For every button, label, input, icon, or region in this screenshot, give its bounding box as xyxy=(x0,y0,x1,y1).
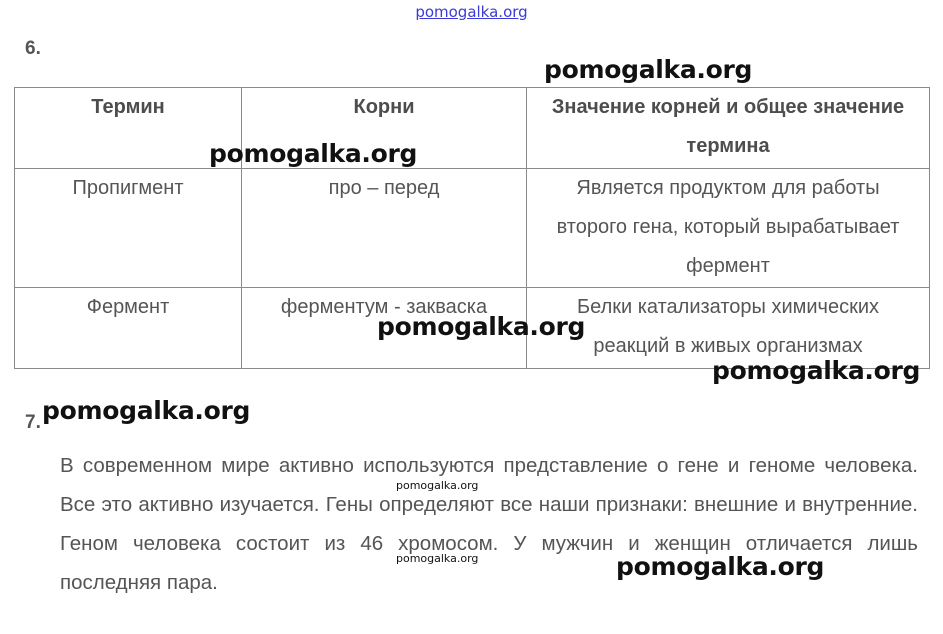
table-row xyxy=(15,169,930,288)
watermark: pomogalka.org xyxy=(377,312,586,341)
watermark: pomogalka.org xyxy=(42,396,251,425)
watermark-small: pomogalka.org xyxy=(396,552,479,565)
column-header-meaning: Значение корней и общее значение термина xyxy=(527,88,930,169)
task-7-paragraph: В современном мире активно используются представление о гене и геноме человека. Все это активно изучается. Гены определяют все наши признаки: внешние и внутренние. Геном человека состоит из 46 хромосом. У мужчин и женщин отличается лишь последняя пара. xyxy=(60,454,918,594)
watermark: pomogalka.org xyxy=(712,356,921,385)
table-cell-meaning: Является продуктом для работы второго гена, который вырабатывает фермент xyxy=(527,169,930,288)
table-cell-term: Пропигмент xyxy=(15,169,242,288)
task-7-number: 7. xyxy=(25,412,41,433)
column-header-roots: Корни xyxy=(242,88,527,169)
watermark: pomogalka.org xyxy=(616,552,825,581)
column-header-term: Термин xyxy=(15,88,242,169)
table-cell-roots: ферментум - закваска xyxy=(242,288,527,369)
watermark: pomogalka.org xyxy=(544,55,753,84)
task-6-number: 6. xyxy=(25,38,41,59)
watermark-small: pomogalka.org xyxy=(396,479,479,492)
table-cell-meaning: Белки катализаторы химических реакций в живых организмах xyxy=(527,288,930,369)
table-header-row xyxy=(15,88,930,169)
table-cell-term: Фермент xyxy=(15,288,242,369)
site-link[interactable]: pomogalka.org xyxy=(415,3,528,21)
table-cell-roots: про – перед xyxy=(242,169,527,288)
watermark: pomogalka.org xyxy=(209,139,418,168)
